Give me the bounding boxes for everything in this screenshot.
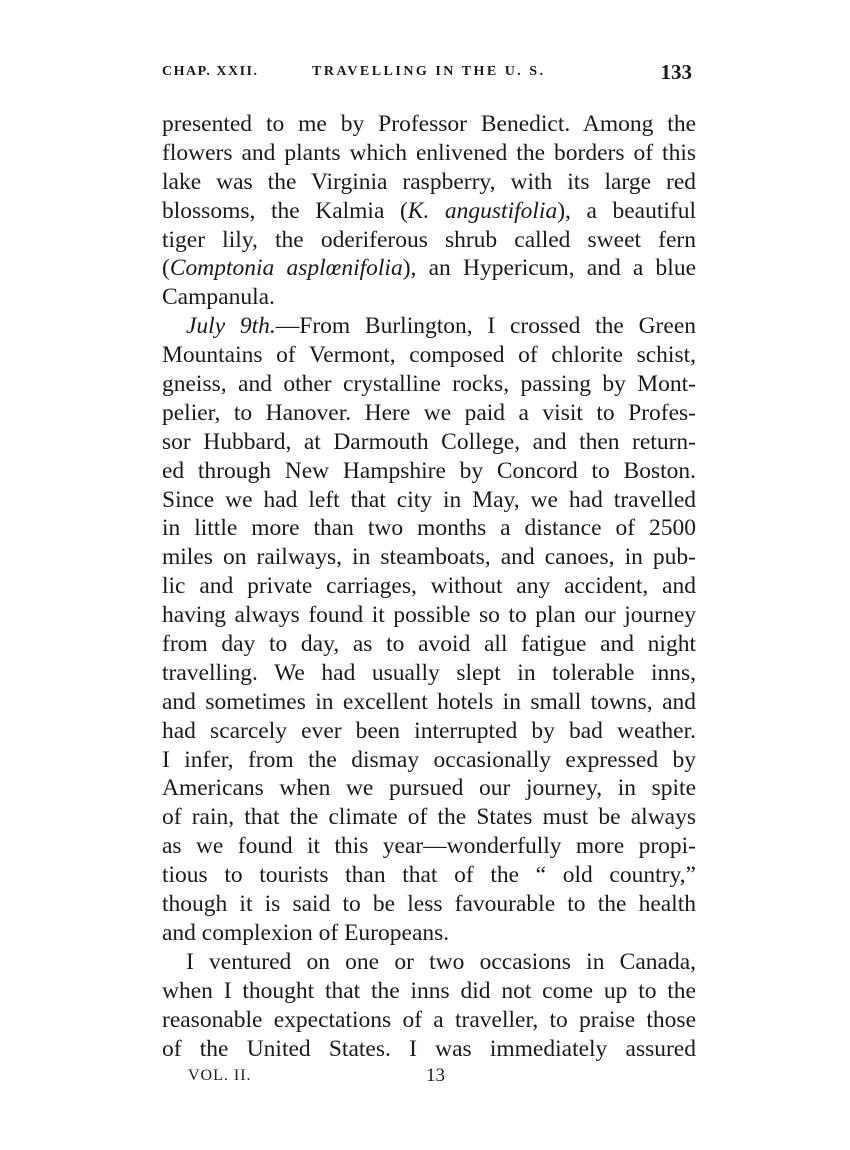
text-line: Campanula. xyxy=(162,284,275,311)
text-line: and complexion of Europeans. xyxy=(162,919,450,946)
text-line: tious to tourists than that of the “ old country,” xyxy=(162,862,696,889)
text-line: July 9th.—From Burlington, I crossed the Green xyxy=(186,313,696,340)
text-line: lic and private carriages, without any accident, and xyxy=(162,573,696,600)
text-line: Mountains of Vermont, composed of chlorite schist, xyxy=(162,342,696,369)
signature-mark: 13 xyxy=(426,1065,445,1087)
body-text xyxy=(162,110,696,1063)
text-line: when I thought that the inns did not come up to the xyxy=(162,977,696,1004)
text-line: miles on railways, in steamboats, and canoes, in pub- xyxy=(162,544,696,571)
text-line: though it is said to be less favourable to the health xyxy=(162,891,696,918)
text-line: flowers and plants which enlivened the borders of this xyxy=(162,139,696,166)
text-line: reasonable expectations of a traveller, to praise those xyxy=(162,1006,696,1033)
volume-label: VOL. II. xyxy=(188,1067,252,1085)
running-head xyxy=(162,58,696,90)
text-line: blossoms, the Kalmia (K. angustifolia), a beautiful xyxy=(162,197,697,224)
text-line: of the United States. I was immediately assured xyxy=(162,1035,696,1062)
text-line: travelling. We had usually slept in tolerable inns, xyxy=(162,659,696,686)
text-line: lake was the Virginia raspberry, with its large red xyxy=(162,168,696,195)
text-line: pelier, to Hanover. Here we paid a visit to Profes- xyxy=(162,399,696,426)
text-line: and sometimes in excellent hotels in small towns, and xyxy=(162,688,696,715)
text-line: having always found it possible so to plan our journey xyxy=(162,602,696,629)
text-line: from day to day, as to avoid all fatigue and night xyxy=(162,631,696,658)
text-line: ed through New Hampshire by Concord to Boston. xyxy=(162,457,696,484)
text-line: Americans when we pursued our journey, in spite xyxy=(162,775,696,802)
text-line: as we found it this year—wonderfully more propi- xyxy=(162,833,696,860)
page-footer xyxy=(162,1067,696,1091)
text-line: in little more than two months a distance of 2500 xyxy=(162,515,696,542)
text-line: sor Hubbard, at Darmouth College, and then return- xyxy=(162,428,696,455)
text-line: I ventured on one or two occasions in Canada, xyxy=(186,948,696,975)
running-title: TRAVELLING IN THE U. S. xyxy=(312,64,546,79)
text-line: had scarcely ever been interrupted by bad weather. xyxy=(162,717,696,744)
text-line: of rain, that the climate of the States must be always xyxy=(162,804,696,831)
page-number: 133 xyxy=(660,60,692,84)
text-line: tiger lily, the oderiferous shrub called sweet fern xyxy=(162,226,696,253)
text-line: gneiss, and other crystalline rocks, passing by Mont- xyxy=(162,371,696,398)
text-line: (Comptonia asplœnifolia), an Hypericum, and a blue xyxy=(162,255,696,282)
text-line: I infer, from the dismay occasionally expressed by xyxy=(162,746,696,773)
book-page xyxy=(162,58,696,1091)
text-line: Since we had left that city in May, we had travelled xyxy=(162,486,696,513)
chapter-label: CHAP. XXII. xyxy=(162,64,259,79)
text-line: presented to me by Professor Benedict. Among the xyxy=(162,111,696,137)
